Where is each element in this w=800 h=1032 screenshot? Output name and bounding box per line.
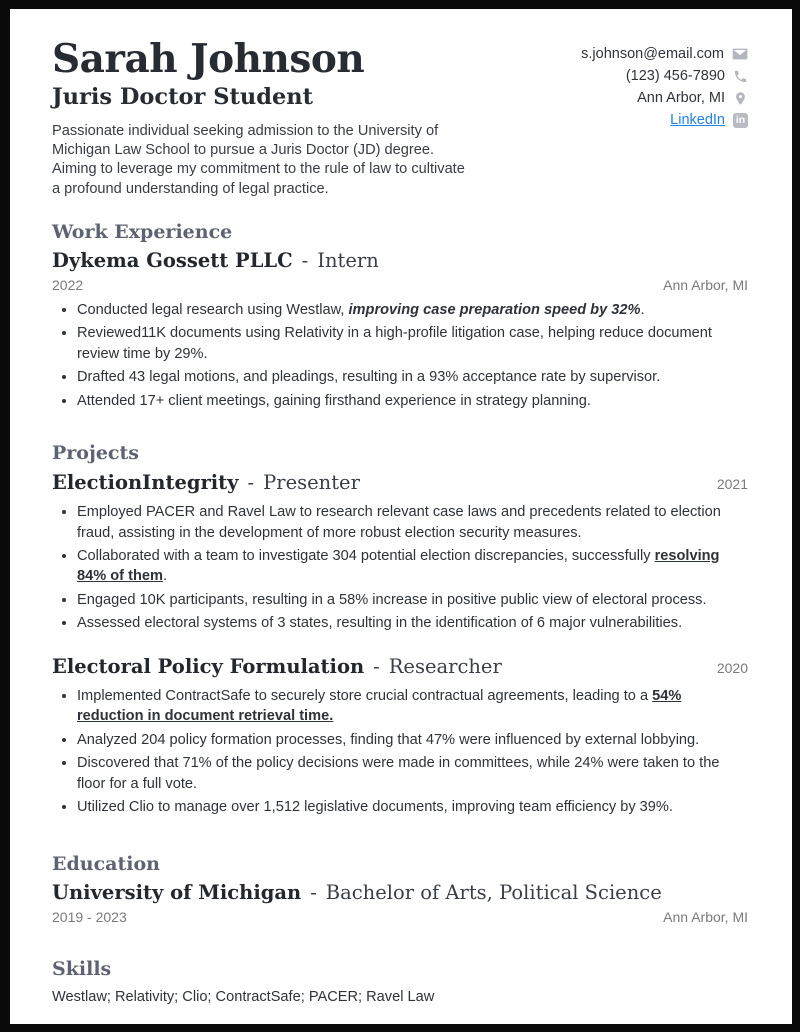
role-name: Presenter — [263, 470, 360, 494]
work-entry-meta — [52, 277, 748, 293]
project-entry-title-row — [52, 471, 748, 495]
role-name: Researcher — [388, 654, 502, 678]
bullet-item: • Collaborated with a team to investigate 304 potential election discrepancies, successfully resolving 84% of them. — [77, 546, 748, 587]
work-entry-title-row — [52, 249, 748, 273]
phone-icon — [733, 69, 748, 84]
work-section-heading: Work Experience — [52, 220, 233, 243]
person-name: Sarah Johnson — [52, 36, 365, 82]
location-pin-icon — [733, 91, 748, 106]
project-name: Electoral Policy Formulation — [52, 654, 365, 678]
contact-phone: (123) 456-7890 — [625, 68, 725, 84]
project-entry-title — [52, 655, 502, 679]
education-entry — [52, 881, 748, 924]
bullet-item: • Employed PACER and Ravel Law to research relevant case laws and precedents related to election fraud, assisting in the development of more robust election security measures. — [77, 502, 748, 543]
envelope-icon — [732, 46, 748, 62]
header-left — [52, 36, 470, 199]
role-name: Intern — [317, 249, 379, 273]
bullet-item: • Utilized Clio to manage over 1,512 legislative documents, improving team efficiency by 39%. — [77, 797, 748, 817]
entry-date: 2022 — [52, 276, 84, 293]
title-separator: - — [247, 470, 255, 494]
work-entry-title — [52, 249, 379, 273]
linkedin-link[interactable]: LinkedIn — [670, 112, 725, 128]
contact-email-row — [581, 43, 748, 65]
bullet-item: • Drafted 43 legal motions, and pleadings, resulting in a 93% acceptance rate by supervisor. — [77, 367, 748, 387]
entry-date: 2019 - 2023 — [52, 908, 127, 925]
degree-name: Bachelor of Arts, Political Science — [325, 881, 662, 905]
resume-page — [10, 9, 792, 1024]
project-entry — [52, 471, 748, 634]
bullet-item: • Implemented ContractSafe to securely store crucial contractual agreements, leading to a 54% reduction in document retrieval time. — [77, 686, 748, 727]
bullet-list — [52, 300, 748, 411]
contact-location: Ann Arbor, MI — [637, 90, 725, 106]
bullet-list — [52, 502, 748, 634]
section-work-experience — [52, 221, 748, 411]
bullet-item: • Engaged 10K participants, resulting in a 58% increase in positive public view of electoral process. — [77, 590, 748, 610]
contact-email: s.johnson@email.com — [581, 46, 724, 62]
bullet-item: • Discovered that 71% of the policy decisions were made in committees, while 24% were taken to the floor for a full vote. — [77, 753, 748, 794]
bullet-item: • Attended 17+ client meetings, gaining firsthand experience in strategy planning. — [77, 391, 748, 411]
bullet-item: • Assessed electoral systems of 3 states, resulting in the identification of 6 major vulnerabilities. — [77, 613, 748, 633]
section-projects — [52, 442, 748, 818]
school-name: University of Michigan — [52, 881, 302, 905]
header — [52, 36, 748, 199]
projects-section-heading: Projects — [52, 441, 139, 464]
work-entry — [52, 249, 748, 410]
skills-section-heading: Skills — [52, 957, 112, 980]
bullet-list — [52, 686, 748, 818]
education-entry-title-row — [52, 881, 748, 905]
title-separator: - — [310, 881, 317, 905]
section-education — [52, 853, 748, 925]
education-section-heading: Education — [52, 852, 160, 875]
section-skills — [52, 958, 748, 1005]
project-name: ElectionIntegrity — [52, 470, 239, 494]
contact-linkedin-row — [581, 109, 748, 131]
entry-date: 2020 — [716, 659, 748, 676]
bullet-item: • Analyzed 204 policy formation processes, finding that 47% were influenced by external lobbying. — [77, 730, 748, 750]
contact-location-row — [581, 87, 748, 109]
project-entry — [52, 655, 748, 818]
title-separator: - — [373, 654, 380, 678]
education-entry-title — [52, 881, 662, 905]
company-name: Dykema Gossett PLLC — [52, 249, 293, 273]
person-title: Juris Doctor Student — [52, 84, 314, 111]
contact-block — [581, 43, 748, 131]
project-entry-title — [52, 471, 360, 495]
entry-location: Ann Arbor, MI — [663, 908, 748, 925]
bullet-item: • Reviewed11K documents using Relativity in a high-profile litigation case, helping reduce document review time by 29%. — [77, 323, 748, 364]
summary-text: Passionate individual seeking admission to the University of Michigan Law School to pursue a Juris Doctor (JD) degree. Aiming to leverage my commitment to the rule of law to cultivate a profound understanding of legal practice. — [52, 123, 465, 197]
bullet-item: • Conducted legal research using Westlaw, improving case preparation speed by 32%. — [77, 300, 748, 320]
skills-list: Westlaw; Relativity; Clio; ContractSafe; PACER; Ravel Law — [52, 988, 435, 1005]
education-entry-meta — [52, 909, 748, 925]
contact-phone-row — [581, 65, 748, 87]
entry-location: Ann Arbor, MI — [663, 276, 748, 293]
project-entry-title-row — [52, 655, 748, 679]
entry-date: 2021 — [716, 475, 748, 492]
title-separator: - — [301, 249, 309, 273]
linkedin-icon: in — [733, 113, 748, 128]
